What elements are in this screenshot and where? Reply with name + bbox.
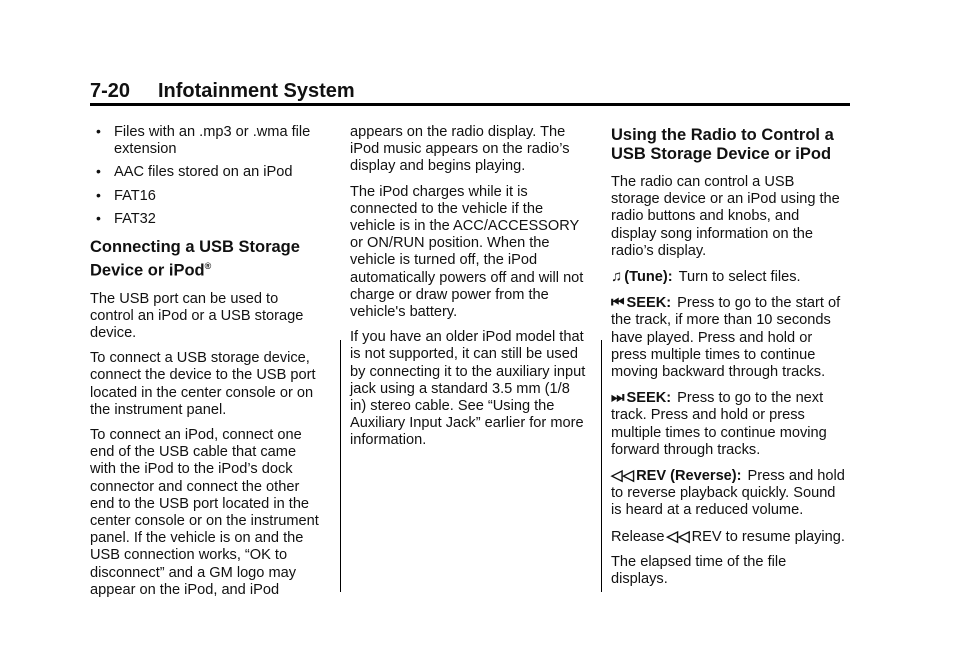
column-divider bbox=[340, 340, 341, 592]
column-3 bbox=[611, 124, 847, 596]
paragraph: The iPod charges while it is connected to the vehicle if the vehicle is in the ACC/ACCESSORY or ON/RUN position. When the vehicle is turned off, the iPod automatically powers off and will not charge or draw power from the vehicle's battery. bbox=[350, 183, 584, 321]
usb-connect-heading: Connecting a USB Storage Device or iPod® bbox=[90, 238, 300, 280]
tune-icon: ♫ bbox=[611, 268, 623, 286]
release-item: Release ◁◁ REV to resume playing. bbox=[611, 527, 845, 545]
seek-forward-item: ⏭ SEEK: Press to go to the next track. Press and hold or press multiple times to continue moving forward through tracks. bbox=[611, 389, 827, 458]
paragraph: appears on the radio display. The iPod music appears on the radio’s display and begins playing. bbox=[350, 124, 570, 175]
reverse-icon: ◁◁ bbox=[611, 467, 635, 485]
page-number: 7-20 bbox=[90, 80, 131, 102]
bullet-icon: • bbox=[96, 163, 101, 180]
list-item: • Files with an .mp3 or .wma file extension bbox=[96, 123, 311, 158]
tune-label: (Tune): bbox=[624, 269, 673, 286]
column-divider bbox=[601, 340, 602, 592]
seek-back-item: ⏮ SEEK: Press to go to the start of the track, if more than 10 seconds have played. Press and hold or press multiple times to continue moving backward through tracks. bbox=[611, 294, 841, 381]
paragraph: If you have an older iPod model that is not supported, it can still be used by connecting it to the auxiliary input jack using a standard 3.5 mm (1/8 in) stereo cable. See “Using the Auxiliary Input Jack” earlier for more information. bbox=[350, 329, 586, 449]
reverse-item: ◁◁ REV (Reverse): Press and hold to reverse playback quickly. Sound is heard at a reduced volume. bbox=[611, 467, 845, 519]
bullet-icon: • bbox=[96, 186, 101, 203]
paragraph: The elapsed time of the file displays. bbox=[611, 553, 787, 588]
paragraph: The USB port can be used to control an iPod or a USB storage device. bbox=[90, 290, 304, 341]
paragraph: To connect an iPod, connect one end of the USB cable that came with the iPod to the iPod’s dock connector and connect the other end to the USB port located in the center console or on the instrument panel. If the vehicle is on and the USB connection works, “OK to disconnect” and a GM logo may appear on the iPod, and iPod bbox=[90, 426, 319, 598]
seek-forward-label: SEEK: bbox=[626, 390, 672, 407]
seek-back-label: SEEK: bbox=[626, 295, 672, 312]
file-type-list bbox=[90, 124, 326, 228]
seek-forward-icon: ⏭ bbox=[611, 389, 625, 407]
bullet-icon: • bbox=[96, 209, 101, 226]
list-item: • FAT32 bbox=[96, 209, 156, 227]
paragraph: To connect a USB storage device, connect the device to the USB port located in the center console or on the instrument panel. bbox=[90, 350, 316, 418]
list-item: • FAT16 bbox=[96, 186, 156, 204]
seek-back-icon: ⏮ bbox=[611, 294, 625, 312]
reverse-icon: ◁◁ bbox=[666, 527, 690, 545]
column-2 bbox=[350, 124, 586, 458]
bullet-icon: • bbox=[96, 123, 101, 139]
paragraph: The radio can control a USB storage device or an iPod using the radio buttons and knobs, and display song information on the radio’s display. bbox=[611, 174, 840, 259]
radio-control-heading: Using the Radio to Control a USB Storage Device or iPod bbox=[611, 126, 834, 163]
header-rule bbox=[90, 103, 850, 106]
reverse-label: REV (Reverse): bbox=[636, 468, 742, 485]
section-title: Infotainment System bbox=[158, 80, 355, 102]
tune-item: ♫ (Tune): Turn to select files. bbox=[611, 268, 801, 286]
registered-mark: ® bbox=[204, 261, 212, 272]
column-1 bbox=[90, 124, 326, 607]
list-item: • AAC files stored on an iPod bbox=[96, 163, 293, 181]
